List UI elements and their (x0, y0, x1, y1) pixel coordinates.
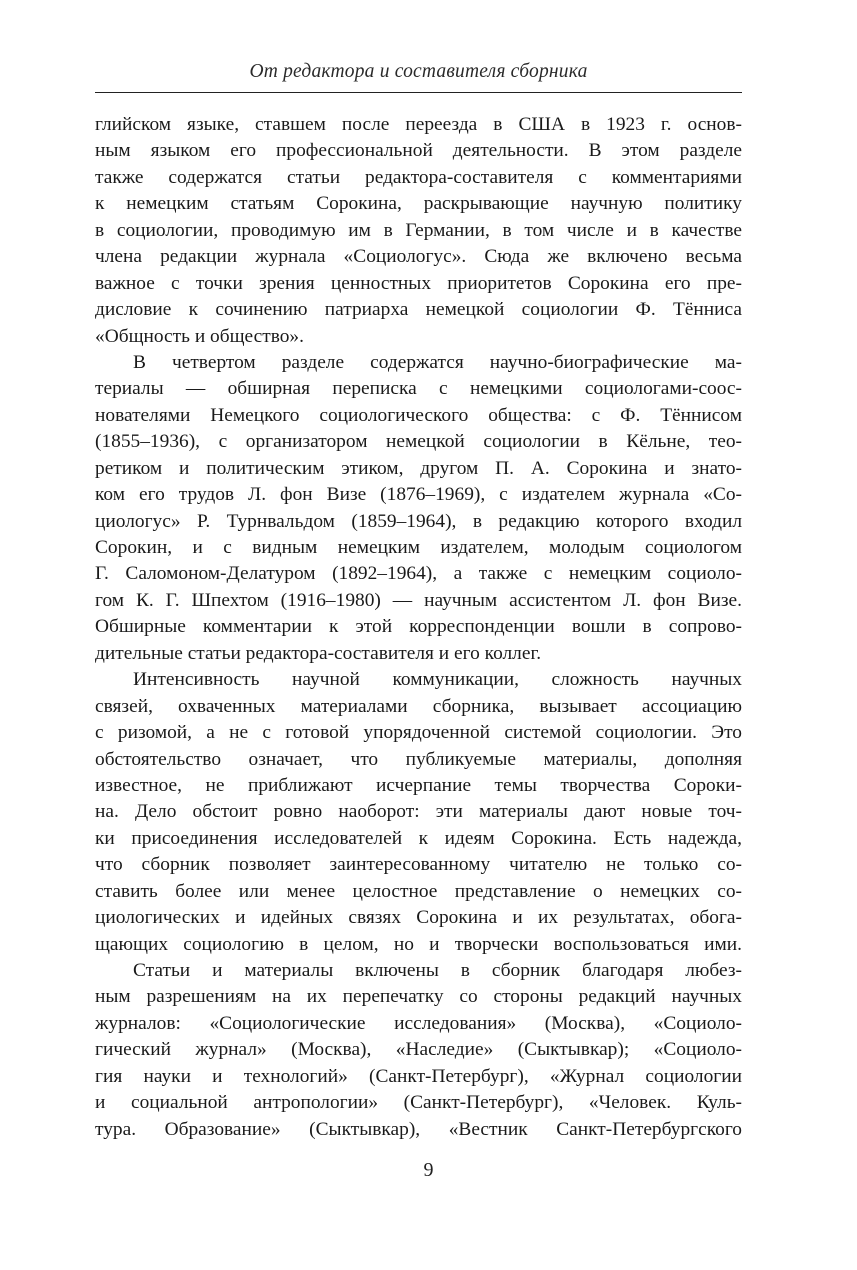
text-line: связей, охваченных материалами сборника, вызывает ассоциацию (95, 695, 742, 717)
text-line: нователями Немецкого социологического общества: с Ф. Тённисом (95, 404, 742, 426)
running-header-title: От редактора и составителя сборника (249, 61, 588, 82)
text-line: (1855–1936), с организатором немецкой социологии в Кёльне, тео- (95, 431, 742, 453)
text-line: Статьи и материалы включены в сборник благодаря любез- (133, 960, 742, 981)
text-line: Обширные комментарии к этой корреспонденции вошли в сопрово- (95, 616, 742, 638)
text-line: гический журнал» (Москва), «Наследие» (Сыктывкар); «Социоло- (95, 1039, 742, 1061)
running-header (95, 58, 742, 93)
text-line: журналов: «Социологические исследования» (Москва), «Социоло- (95, 1012, 742, 1034)
text-line: Интенсивность научной коммуникации, сложность научных (133, 669, 742, 691)
text-line: гия науки и технологий» (Санкт-Петербург), «Журнал социологии (95, 1065, 742, 1087)
text-line: ки присоединения исследователей к идеям Сорокина. Есть надежда, (95, 827, 742, 849)
text-line: с ризомой, а не с готовой упорядоченной системой социологии. Это (95, 722, 742, 744)
text-line: обстоятельство означает, что публикуемые материалы, дополняя (95, 748, 742, 770)
text-line: гом К. Г. Шпехтом (1916–1980) — научным ассистентом Л. фон Визе. (95, 589, 742, 611)
text-line: ком его трудов Л. фон Визе (1876–1969), с издателем журнала «Со- (95, 484, 742, 506)
text-line: тура. Образование» (Сыктывкар), «Вестник Санкт-Петербургского (95, 1118, 742, 1140)
text-line: глийском языке, ставшем после переезда в США в 1923 г. основ- (95, 114, 742, 135)
text-line: «Общность и общество». (95, 325, 304, 347)
text-line: дительные статьи редактора-составителя и его коллег. (95, 642, 542, 664)
text-line: циологус» Р. Турнвальдом (1859–1964), в редакцию которого входил (95, 510, 742, 532)
text-line: Сорокин, и с видным немецким издателем, молодым социологом (95, 537, 742, 558)
text-line: в социологии, проводимую им в Германии, в том числе и в качестве (95, 219, 742, 241)
text-line: известное, не приближают исчерпание темы творчества Сороки- (95, 774, 742, 796)
text-line: что сборник позволяет заинтересованному читателю не только со- (95, 854, 742, 876)
paragraph-3 (95, 667, 742, 958)
text-line: на. Дело обстоит ровно наоборот: эти материалы дают новые точ- (95, 801, 742, 823)
text-line: ретиком и политическим этиком, другом П. А. Сорокина и знато- (95, 457, 742, 479)
text-line: также содержатся статьи редактора-составителя с комментариями (95, 166, 742, 188)
text-line: и социальной антропологии» (Санкт-Петербург), «Человек. Куль- (95, 1092, 742, 1114)
text-line: циологических и идейных связях Сорокина и их результатах, обога- (95, 907, 742, 929)
text-line: териалы — обширная переписка с немецкими социологами-соос- (95, 378, 742, 400)
text-line: к немецким статьям Сорокина, раскрывающие научную политику (95, 193, 742, 215)
text-line: ным разрешениям на их перепечатку со стороны редакций научных (95, 986, 742, 1008)
text-line: важное с точки зрения ценностных приоритетов Сорокина его пре- (95, 272, 742, 294)
text-line: дисловие к сочинению патриарха немецкой социологии Ф. Тённиса (95, 299, 742, 321)
page-body (95, 112, 742, 1143)
paragraph-2 (95, 350, 742, 667)
text-line: ным языком его профессиональной деятельности. В этом разделе (95, 140, 742, 162)
paragraph-1 (95, 112, 742, 350)
text-line: В четвертом разделе содержатся научно-биографические ма- (133, 351, 742, 373)
page-number: 9 (423, 1159, 434, 1181)
text-line: ставить более или менее целостное представление о немецких со- (95, 880, 742, 902)
text-line: щающих социологию в целом, но и творчески воспользоваться ими. (95, 933, 742, 955)
paragraph-4 (95, 958, 742, 1143)
text-line: члена редакции журнала «Социологус». Сюда же включено весьма (95, 246, 742, 268)
text-line: Г. Саломоном-Делатуром (1892–1964), а также с немецким социоло- (95, 563, 742, 585)
